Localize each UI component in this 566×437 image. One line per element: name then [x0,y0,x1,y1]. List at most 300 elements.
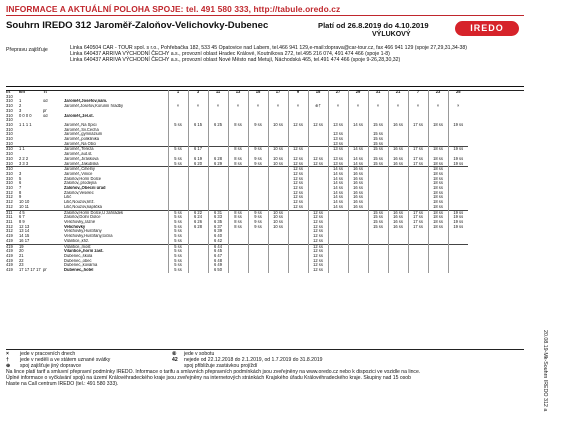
time-cell: 19 ss [448,157,468,162]
track-number: 310 [6,167,19,172]
time-cell: 14 ss [328,172,348,177]
time-cell: 8 ss [228,157,248,162]
time-cell: 15 ss [368,142,388,147]
column-header: Tt [43,90,47,94]
track-number: 419 [6,253,13,258]
time-cell: 17 ss [408,225,428,230]
time-cell: 19 ss [448,210,468,215]
time-cell: 5 ss [168,244,188,249]
time-cell: 12 ss [288,205,308,210]
legend-item: ⑥ jede v sobotu [172,351,215,357]
track-number: 310 [6,141,13,146]
stop-name: Vilantice,,horní zast. [64,249,104,254]
timetable-grid [6,90,468,273]
time-cell: 17 ss [408,210,428,215]
time-cell: 14 ss [328,181,348,186]
stop-name: Zaloňov,,prodejna [64,181,97,186]
time-cell: 5 ss [168,210,188,215]
time-cell: 19 ss [448,215,468,220]
time-cell: 12 ss [308,123,328,128]
time-cell: 19 ss [448,147,468,152]
time-cell: 16 ss [388,210,408,215]
time-cell: 18 ss [428,220,448,225]
time-cell: 9 ss [248,215,268,220]
time-cell: 18 ss [428,167,448,172]
note-line: Úplné informace o vyčkávání spojů na území Královéhradeckého kraje jsou zveřejněny na internetových stránkách Krajského úřadu Královéhradeckého kraje. Skupiny nad 15 osob [6,375,411,381]
stop-name: Litič,Nouzov,křiž. [64,200,95,205]
track-number: 419 [6,268,13,273]
track-number: 310 [6,94,13,99]
stop-name: Velichovky [64,224,86,229]
time-cell: × [328,104,348,109]
time-cell: 18 ss [428,181,448,186]
row-symbol [56,268,63,273]
time-cell: 14 ss [328,205,348,210]
time-cell: 12 ss [308,210,328,215]
train-number: 3 [188,90,208,95]
stop-name: Jaroměř,,Jiráskova [64,156,99,161]
time-cell: 17 ss [408,123,428,128]
time-cell: 18 ss [428,200,448,205]
time-cell: 16 ss [388,220,408,225]
track-number: 312 [6,200,13,205]
time-cell: 16 ss [388,162,408,167]
time-cell: 5 ss [168,249,188,254]
time-cell: 5 ss [168,225,188,230]
track-number: 310 [6,152,13,157]
legend-item: 42 nejede od 22.12.2018 do 2.1.2019, od 1.7.2019 do 31.8.2019 [172,357,323,363]
time-cell [368,268,388,273]
time-cell: 16 ss [388,225,408,230]
validity-period: Platí od 26.8.2019 do 4.10.2019 [318,21,429,30]
time-cell: 12 ss [288,200,308,205]
time-cell: 16 ss [348,191,368,196]
track-number: 419 [6,258,13,263]
time-cell: 8 ss [228,225,248,230]
time-cell: 6 15 [188,123,208,128]
km-value: 12 13 [19,224,30,229]
time-cell: 16 ss [388,123,408,128]
stop-name: Jaroměř,,Vinice [64,171,93,176]
time-cell: 14 ss [328,186,348,191]
train-number: 15 [308,90,328,95]
time-cell: 12 ss [288,191,308,196]
stop-name: Velichovky,Hustířany,točna [64,234,113,239]
time-cell: 19 ss [448,225,468,230]
time-cell: 6 28 [188,225,208,230]
page-title: Souhrn IREDO 312 Jaroměř-Zaloňov-Velichovky-Dubenec [6,20,269,31]
time-cell: 6 25 [208,123,228,128]
time-cell: 6 28 [208,157,228,162]
side-label: 20.08.19-Mk-Souhrn IREDO 312 a [542,330,548,412]
time-cell: 9 ss [248,210,268,215]
time-cell [328,268,348,273]
note-line: Na lince platí tarif a smluvní přepravní podmínky IREDO. Informace o tarifu a smluvních přepravních podmínkách jsou zveřejněny na www.oredo.cz nebo k dispozici ve vozidle na lince. [6,369,421,375]
km-value: 22 [19,258,24,263]
time-cell: 6 48 [208,259,228,264]
track-number: 310 [6,108,13,113]
time-cell: 13 ss [328,132,348,137]
km-value: 8 9 [19,219,25,224]
note-line: hlaste na Call centrum IREDO (tel.: 491 580 333). [6,381,119,387]
track-number: 310 [6,137,13,142]
train-number: 9 [288,90,308,95]
time-cell: 5 ss [168,239,188,244]
time-cell: 12 ss [308,225,328,230]
table-row [6,104,468,109]
time-cell: 6 50 [208,268,228,273]
section-divider [6,86,524,87]
time-cell: 6 40 [208,234,228,239]
time-cell: 16 ss [388,215,408,220]
km-value: 2 2 2 [19,156,29,161]
arr-dep-marker: př [43,108,47,113]
km-value: 23 [19,263,24,268]
time-cell: 19 ss [448,123,468,128]
table-row [6,268,468,273]
iredo-logo: IREDO [455,21,519,36]
time-cell: 15 ss [368,215,388,220]
column-header: trt [6,90,11,94]
track-number: 310 [6,118,13,123]
time-cell: × [208,104,228,109]
time-cell: 16 ss [348,181,368,186]
km-value: 14 15 [19,234,30,239]
km-value: 4 5 [19,210,43,215]
stop-name: Zaloňov,Horní Dolce,U zahrádek [63,210,168,215]
time-cell: × [348,104,368,109]
time-cell: 8 ss [228,215,248,220]
km-value: 6 7 [19,215,25,220]
time-cell: 18 ss [428,210,448,215]
stop-name: Jaroměř,,Cihelny [63,167,168,172]
track-number: 419 [6,263,13,268]
time-cell: 16 ss [348,200,368,205]
time-cell: 17 ss [408,157,428,162]
track-number: 310 [6,113,13,118]
time-cell [248,268,268,273]
time-cell: 14 ss [328,177,348,182]
time-cell: 10 ss [268,157,288,162]
track-number: 310 [6,132,13,137]
carrier-line: Linka 640437 ARRIVA VÝCHODNÍ ČECHY a.s., provozní oblast Nové Město nad Metují, Náchodská 465, tel.491 474 466 (spoje 9-26,28,30,32) [70,56,401,63]
stop-name: Zaloňov,Horní Dolce [64,176,102,181]
time-cell: 6 17 [188,147,208,152]
time-cell: 6 47 [208,254,228,259]
time-cell: 5 ss [168,157,188,162]
time-cell: 14 ss [328,195,348,200]
time-cell: 17 ss [408,220,428,225]
km-value: 1 [19,99,22,104]
time-cell: 14 ss [348,123,368,128]
time-cell: 6 26 [188,220,208,225]
time-cell: 12 ss [288,186,308,191]
time-cell: 5 ss [168,259,188,264]
time-cell: 6 45 [208,249,228,254]
track-number: 311 [6,219,13,224]
track-number: 310 [6,171,13,176]
time-cell: 5 ss [168,229,188,234]
time-cell: × [248,104,268,109]
arr-dep-marker: od [43,113,48,118]
time-cell: 16 ss [388,147,408,152]
stop-name: Jaroměř,,poliklinika [64,137,100,142]
track-number: 310 [6,186,13,191]
track-number: 310 [6,176,13,181]
time-cell: 12 ss [308,268,328,273]
time-cell: 12 ss [308,229,328,234]
stop-name: Dubenec,,obec [64,258,92,263]
table-row [6,162,468,167]
time-cell: 14 ss [328,167,348,172]
stop-name: Jaroměř,,Tereza [63,147,168,152]
km-value: 1 1 1 1 [19,122,32,127]
time-cell: × [408,104,428,109]
time-cell: 15 ss [368,123,388,128]
time-cell: 10 ss [268,162,288,167]
time-cell: 18 ss [428,186,448,191]
stop-name: Dubenec,,kovárna [64,263,98,268]
time-cell: 9 ss [248,123,268,128]
column-header: km [19,90,25,94]
time-cell: 12 ss [308,254,328,259]
time-cell: 5 ss [168,147,188,152]
legend-item: spoj přibližuje zastávkou projíždí [184,363,258,369]
time-cell: 18 ss [428,205,448,210]
train-number: 17 [268,90,288,95]
track-number: 310 [6,99,13,104]
time-cell: × [268,104,288,109]
time-cell: 18 ss [428,177,448,182]
train-number: 13 [228,90,248,95]
time-cell: 14 ss [348,162,368,167]
time-cell: 10 ss [268,220,288,225]
time-cell: ⊕† [308,104,328,109]
time-cell: 6 29 [208,162,228,167]
km-value: 13 14 [19,229,30,234]
time-cell: 12 ss [308,244,328,249]
track-number: 419 [6,234,13,239]
timetable-type-label: VÝLUKOVÝ [372,31,411,38]
time-cell: 13 ss [328,157,348,162]
time-cell: 18 ss [428,147,448,152]
time-cell: 14 ss [348,157,368,162]
legend-item: × jede v pracovních dnech [6,351,76,357]
time-cell [348,268,368,273]
time-cell: 5 ss [168,220,188,225]
time-cell: 6 33 [208,215,228,220]
time-cell: 14 ss [328,200,348,205]
km-value: 6 [19,181,22,186]
time-cell: 17 ss [408,162,428,167]
km-value: 20 [19,249,24,254]
time-cell: × [288,104,308,109]
time-cell [408,268,428,273]
time-cell: 6 37 [208,225,228,230]
km-value: 10 11 [19,204,29,209]
time-cell: × [228,104,248,109]
time-cell: × [168,104,188,109]
time-cell: 9 ss [248,157,268,162]
km-value: 8 [19,190,22,195]
time-cell: 5 ss [168,263,188,268]
arr-dep-marker: od [43,99,48,104]
time-cell [228,268,248,273]
time-cell: 6 39 [208,229,228,234]
time-cell: 12 ss [308,259,328,264]
time-cell: 16 ss [348,177,368,182]
km-value: 21 [19,253,24,258]
time-cell: × [368,104,388,109]
time-cell: 8 ss [228,162,248,167]
km-value: 3 3 3 [19,161,29,166]
track-number: 310 [6,156,13,161]
time-cell: 12 ss [288,162,308,167]
stop-name: Jaroměř,,aut.st. [64,152,93,157]
track-number: 419 [6,249,13,254]
km-value: 10 10 [19,200,30,205]
time-cell: 9 ss [248,147,268,152]
stop-name: Vilantice,,křiž. [64,238,90,243]
stop-name: Dubenec,,hotel [64,268,94,273]
time-cell: 10 ss [268,215,288,220]
track-number: 310 [6,122,13,127]
time-cell: 6 42 [208,239,228,244]
stop-name: Jaroměř,,gymnázium [64,132,103,137]
time-cell: 13 ss [328,162,348,167]
track-number: 312 [6,229,13,234]
train-number: 23 [428,90,448,95]
time-cell: 16 ss [388,157,408,162]
time-cell: 12 ss [288,157,308,162]
time-cell: 10 ss [268,147,288,152]
train-number: 21 [388,90,408,95]
time-cell: 19 ss [448,220,468,225]
time-cell [288,268,308,273]
time-cell: 12 ss [288,147,308,152]
time-cell: 17 ss [408,215,428,220]
time-cell: 13 ss [328,142,348,147]
time-cell: 6 35 [208,220,228,225]
time-cell: 5 ss [168,123,188,128]
stop-name: Vilantice,,most [63,244,168,249]
time-cell: 8 ss [228,220,248,225]
stop-name: Litič [64,195,72,200]
time-cell: 15 ss [368,147,388,152]
track-number: 310 [6,147,19,152]
km-value: 17 17 17 17 [19,268,41,273]
time-cell: 12 ss [308,263,328,268]
km-value: 2 [19,104,22,109]
time-cell: 16 ss [348,167,368,172]
time-cell: × [388,104,408,109]
time-cell [188,268,208,273]
train-number: 11 [208,90,228,95]
km-value: 19 [19,244,43,249]
stop-name: Zaloňov,Veselec [64,190,94,195]
time-cell: 5 ss [168,254,188,259]
time-cell: 17 ss [408,147,428,152]
stop-name: Velichovky,,lázně [64,219,96,224]
time-cell: 6 49 [208,263,228,268]
info-line: INFORMACE A AKTUÁLNÍ POLOHA SPOJE: tel. 491 580 333, http://tabule.oredo.cz [6,4,341,14]
time-cell: 6 19 [188,157,208,162]
time-cell: 12 ss [308,249,328,254]
time-cell: 15 ss [368,132,388,137]
stop-name: Jaroměř,Josefov,Korunní hradby [64,104,124,109]
carrier-line: Linka 640437 ARRIVA VÝCHODNÍ ČECHY a.s., provozní oblast Hradec Králové, Koutníkova 272, tel.495 216 074, 491 474 466 (spoje 1-8) [70,50,390,57]
time-cell: 10 ss [268,225,288,230]
track-number: 419 [6,244,19,249]
train-number: 27 [328,90,348,95]
time-cell: 13 ss [328,147,348,152]
train-number: 1 [168,90,188,95]
notes [6,369,524,387]
time-cell: 12 ss [288,172,308,177]
time-cell: 12 ss [308,220,328,225]
time-cell: 15 ss [368,157,388,162]
km-value: 16 17 [19,238,30,243]
km-value: 0 0 0 0 [19,113,32,118]
carriers-list [70,46,467,63]
carriers-label: Přepravu zajišťuje [6,47,48,53]
time-cell: 6 44 [208,244,228,249]
carrier-line: Linka 640504 CAR - TOUR spol. s r.o., Pohřebačka 182, 533 45 Opatovice nad Labem, tel.466 941 129,e-mail:doprava@car-tour.cz, fax 466 941 129 (spoje 27,29,31,34-38) [70,45,467,51]
time-cell: 6 31 [208,210,228,215]
track-number: 312 [6,195,13,200]
time-cell: 12 ss [288,181,308,186]
km-value: 7 [19,186,22,191]
time-cell: 6 24 [188,215,208,220]
km-value: 3 [19,108,22,113]
header-divider [6,15,524,16]
time-cell: 12 ss [288,167,308,172]
legend-item: † jede v neděli a ve státem uznané svátky [6,357,111,363]
time-cell: 15 ss [368,225,388,230]
legend-right [172,351,323,369]
stop-name: Jaroměř,,Na Špici [64,122,97,127]
time-cell: 15 ss [368,162,388,167]
km-value: 1 1 [19,147,43,152]
stop-name: Velichovky,Hustířany [64,229,102,234]
time-cell [388,268,408,273]
time-cell: 16 ss [348,205,368,210]
time-cell: 15 ss [368,137,388,142]
time-cell: 12 ss [288,195,308,200]
time-cell: 12 ss [308,215,328,220]
time-cell: 5 ss [168,234,188,239]
time-cell: 18 ss [428,215,448,220]
time-cell: 6 20 [188,162,208,167]
train-number: 15 [248,90,268,95]
time-cell: 18 ss [428,162,448,167]
time-cell: 13 ss [328,123,348,128]
time-cell: 9 ss [248,162,268,167]
time-cell: 8 ss [228,147,248,152]
track-number: 419 [6,238,13,243]
time-cell: 12 ss [308,162,328,167]
track-number: 312 [6,190,13,195]
stop-name: Zaloňov,,Obecní úřad [64,186,106,191]
time-cell: 18 ss [428,225,448,230]
time-cell: 14 ss [328,191,348,196]
track-number: 312 [6,224,13,229]
time-cell: × [188,104,208,109]
time-cell: 8 ss [228,123,248,128]
arr-dep-marker: př [43,268,47,273]
stop-name: Jaroměř,Josefov,nám. [64,99,108,104]
time-cell: 18 ss [428,191,448,196]
